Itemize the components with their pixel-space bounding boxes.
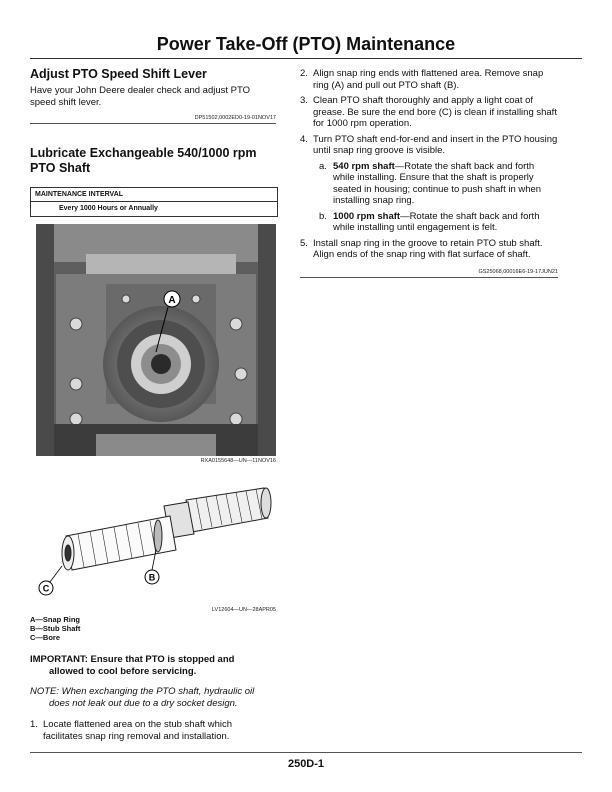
figure-legend xyxy=(30,615,276,642)
step-2 xyxy=(300,68,558,91)
page-title: Power Take-Off (PTO) Maintenance xyxy=(156,34,456,54)
step-number: 2. xyxy=(300,68,308,79)
substep-b xyxy=(300,211,558,234)
substep-number: a. xyxy=(319,160,327,172)
section-body-adjust: Have your John Deere dealer check and adjust PTO speed shift lever. xyxy=(30,85,251,108)
footer-rule xyxy=(30,752,582,753)
callout-b: B xyxy=(148,572,156,583)
section-adjust-lever xyxy=(30,67,276,124)
section-rule xyxy=(30,123,276,124)
step-4 xyxy=(300,134,558,157)
substep-a xyxy=(300,161,558,207)
step-text: Locate flattened area on the stub shaft which facilitates snap ring removal and installation. xyxy=(43,719,233,742)
step-text: Turn PTO shaft end-for-end and insert in the PTO housing until snap ring groove is visible. xyxy=(313,133,558,156)
step-number: 5. xyxy=(300,237,308,249)
drawing-code: LV12604—UN—28APR05 xyxy=(211,607,276,613)
step-text: Clean PTO shaft thoroughly and apply a light coat of grease. Be sure the end bore (C) is clean if installing shaft for 1000 rpm operation. xyxy=(313,95,557,129)
substep-text: —Rotate the shaft back and forth while installing until engagement is felt. xyxy=(333,210,540,233)
right-code: GS25068,00016E6-19-17JUN21 xyxy=(478,268,558,275)
callout-c: C xyxy=(42,583,50,594)
step-5 xyxy=(300,238,558,261)
right-steps xyxy=(300,68,558,278)
step-text: Align snap ring ends with flattened area. Remove snap ring (A) and pull out PTO shaft (B). xyxy=(313,68,544,91)
step-3 xyxy=(300,95,558,130)
section-heading-lubricate: Lubricate Exchangeable 540/1000 rpm PTO Shaft xyxy=(30,146,257,175)
substep-bold: 540 rpm shaft xyxy=(333,160,395,172)
legend-item: C—Bore xyxy=(30,633,61,642)
maintenance-interval-box xyxy=(30,187,278,217)
substep-text: —Rotate the shaft back and forth while installing. Ensure that the shaft is properly seated in housing; continue to push shaft in when installing snap ring. xyxy=(333,160,542,206)
callout-a: A xyxy=(168,295,176,306)
section-code-adjust: DP51502,0002ED0-19-01NOV17 xyxy=(194,115,276,121)
note-line: does not leak out due to a dry socket design. xyxy=(49,697,238,709)
step-number: 3. xyxy=(300,95,308,106)
interval-value: Every 1000 Hours or Annually xyxy=(59,205,158,212)
photo-code: RXA0155648—UN—11NOV16 xyxy=(200,458,276,464)
page-number: 250D-1 xyxy=(287,758,325,770)
note xyxy=(30,686,276,709)
title-rule xyxy=(30,58,582,59)
pto-housing-photo xyxy=(36,224,276,456)
stub-shaft-drawing xyxy=(36,478,276,600)
important-line: allowed to cool before servicing. xyxy=(49,665,197,677)
note-line: NOTE: When exchanging the PTO shaft, hydraulic oil xyxy=(30,686,255,697)
right-rule xyxy=(300,277,558,278)
section-heading-adjust: Adjust PTO Speed Shift Lever xyxy=(30,67,207,81)
section-lubricate xyxy=(30,146,276,176)
legend-item: B—Stub Shaft xyxy=(30,624,81,633)
step-number: 1. xyxy=(30,719,38,730)
interval-header: MAINTENANCE INTERVAL xyxy=(31,188,277,202)
step-1 xyxy=(30,719,270,746)
important-notice xyxy=(30,654,276,677)
substep-number: b. xyxy=(319,210,327,222)
legend-item: A—Snap Ring xyxy=(30,615,80,624)
substep-bold: 1000 rpm shaft xyxy=(333,210,401,222)
important-line: IMPORTANT: Ensure that PTO is stopped and xyxy=(30,654,235,665)
step-text: Install snap ring in the groove to retain PTO stub shaft. Align ends of the snap ring with flat surface of shaft. xyxy=(313,237,543,260)
step-number: 4. xyxy=(300,133,308,145)
